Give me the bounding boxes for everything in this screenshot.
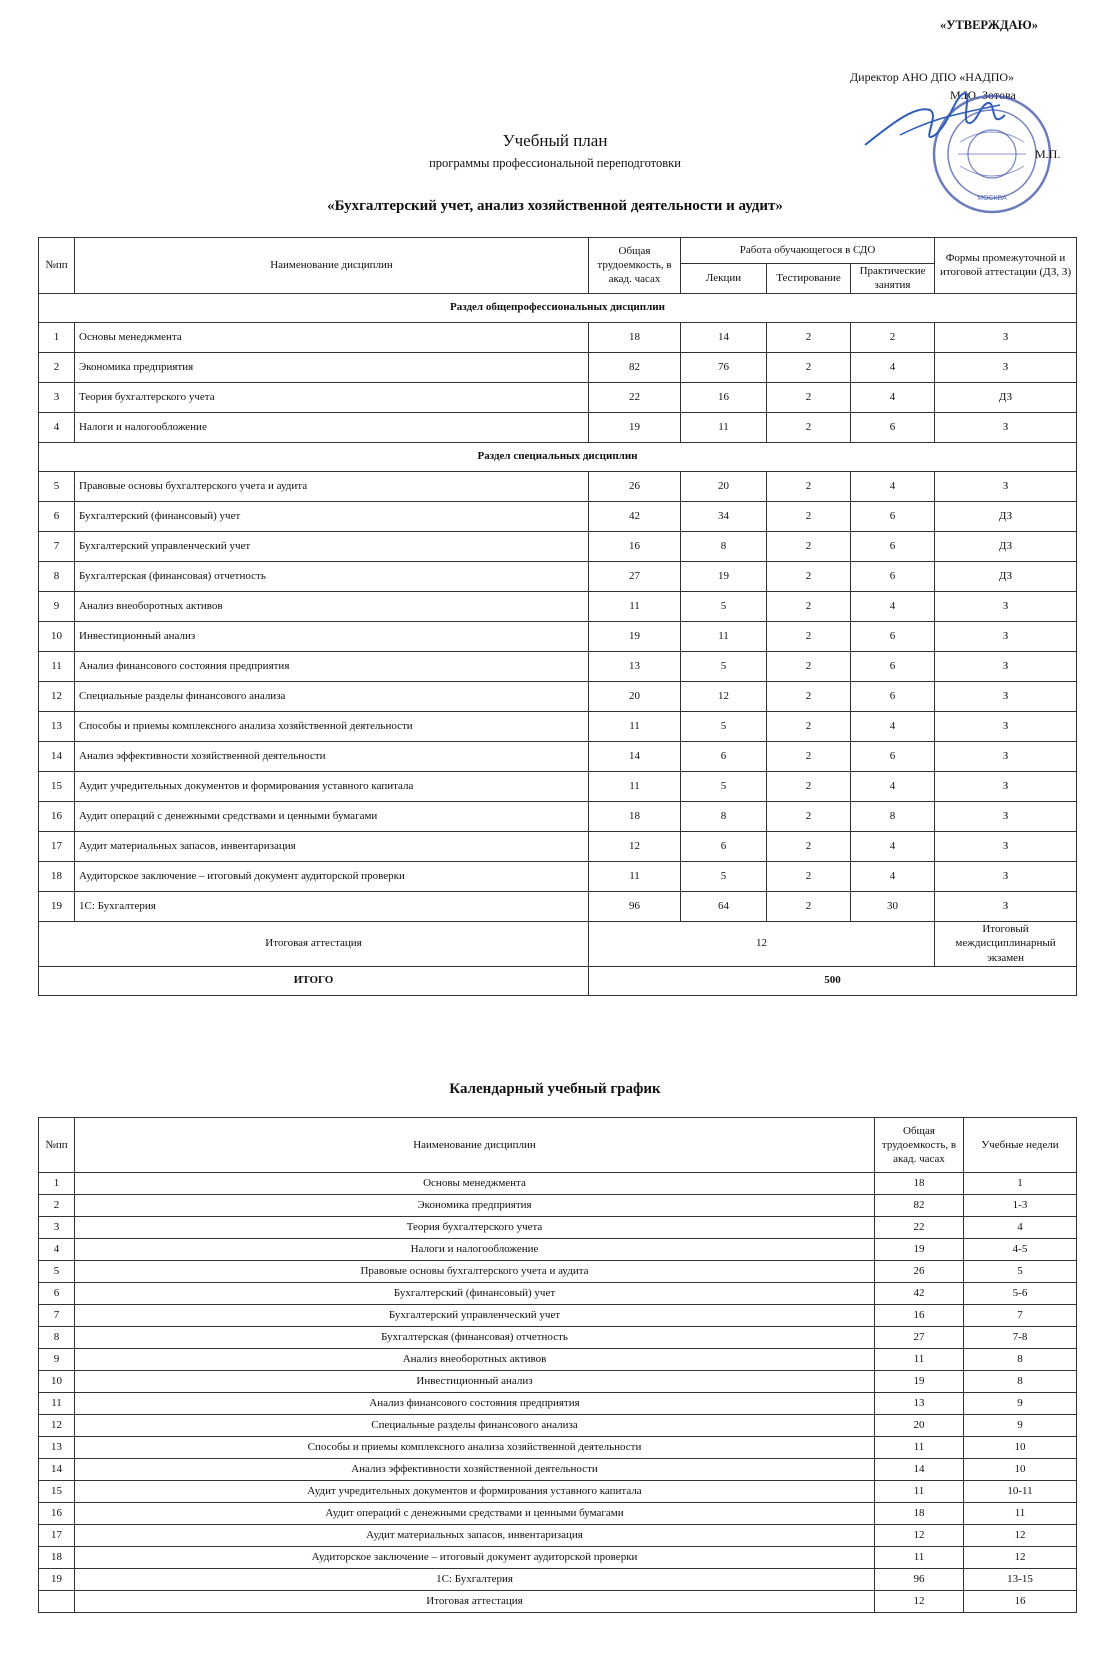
lectures-cell: 11 xyxy=(681,621,767,651)
table-row xyxy=(39,1327,1077,1349)
total-hours-cell: 96 xyxy=(589,891,681,921)
discipline-name: Аудит операций с денежными средствами и ценными бумагами xyxy=(75,1503,875,1525)
row-number: 11 xyxy=(39,651,75,681)
table-row xyxy=(39,382,1077,412)
total-hours-cell: 18 xyxy=(589,322,681,352)
table-row xyxy=(39,1283,1077,1305)
discipline-name: Бухгалтерский (финансовый) учет xyxy=(75,1283,875,1305)
testing-cell: 2 xyxy=(767,412,851,442)
table-row xyxy=(39,1393,1077,1415)
lectures-cell: 5 xyxy=(681,771,767,801)
total-hours-cell: 19 xyxy=(875,1371,964,1393)
row-number: 16 xyxy=(39,1503,75,1525)
table-row xyxy=(39,561,1077,591)
sched-header-num: №пп xyxy=(39,1118,75,1173)
total-hours-cell: 20 xyxy=(589,681,681,711)
testing-cell: 2 xyxy=(767,861,851,891)
program-name: «Бухгалтерский учет, анализ хозяйственной деятельности и аудит» xyxy=(327,198,783,214)
study-weeks-cell: 10 xyxy=(964,1437,1077,1459)
study-weeks-cell: 4-5 xyxy=(964,1239,1077,1261)
total-hours-cell: 22 xyxy=(875,1217,964,1239)
practice-cell: 4 xyxy=(851,471,935,501)
row-number: 17 xyxy=(39,1525,75,1547)
testing-cell: 2 xyxy=(767,471,851,501)
row-number: 2 xyxy=(39,1195,75,1217)
study-weeks-cell: 13-15 xyxy=(964,1569,1077,1591)
practice-cell: 6 xyxy=(851,621,935,651)
attestation-form-cell: З xyxy=(935,711,1077,741)
discipline-name: Итоговая аттестация xyxy=(75,1591,875,1613)
study-weeks-cell: 9 xyxy=(964,1415,1077,1437)
testing-cell: 2 xyxy=(767,621,851,651)
plan-title: Учебный план xyxy=(502,131,608,150)
discipline-name: Основы менеджмента xyxy=(75,322,589,352)
discipline-name: Способы и приемы комплексного анализа хозяйственной деятельности xyxy=(75,1437,875,1459)
table-row xyxy=(39,1525,1077,1547)
discipline-name: Аудит учредительных документов и формирования уставного капитала xyxy=(75,1481,875,1503)
table-row xyxy=(39,591,1077,621)
row-number: 12 xyxy=(39,1415,75,1437)
discipline-name: Аудиторское заключение – итоговый документ аудиторской проверки xyxy=(75,1547,875,1569)
col-header-practice: Практические занятия xyxy=(851,264,935,294)
practice-cell: 6 xyxy=(851,561,935,591)
discipline-name: Аудиторское заключение – итоговый документ аудиторской проверки xyxy=(75,861,589,891)
lectures-cell: 12 xyxy=(681,681,767,711)
total-hours-cell: 19 xyxy=(875,1239,964,1261)
lectures-cell: 5 xyxy=(681,591,767,621)
row-number: 9 xyxy=(39,591,75,621)
row-number: 11 xyxy=(39,1393,75,1415)
discipline-name: Бухгалтерский (финансовый) учет xyxy=(75,501,589,531)
row-number: 18 xyxy=(39,1547,75,1569)
study-weeks-cell: 8 xyxy=(964,1371,1077,1393)
discipline-name: Анализ эффективности хозяйственной деятельности xyxy=(75,741,589,771)
attestation-form-cell: З xyxy=(935,621,1077,651)
schedule-title: Календарный учебный график xyxy=(449,1081,661,1097)
lectures-cell: 20 xyxy=(681,471,767,501)
practice-cell: 4 xyxy=(851,771,935,801)
practice-cell: 6 xyxy=(851,681,935,711)
attestation-form-cell: З xyxy=(935,352,1077,382)
lectures-cell: 11 xyxy=(681,412,767,442)
discipline-name: Анализ внеоборотных активов xyxy=(75,1349,875,1371)
testing-cell: 2 xyxy=(767,711,851,741)
row-number: 4 xyxy=(39,412,75,442)
attestation-form-cell: З xyxy=(935,801,1077,831)
stamp-mark: М.П. xyxy=(1035,147,1061,161)
row-number: 10 xyxy=(39,621,75,651)
total-hours-cell: 14 xyxy=(589,741,681,771)
table-row xyxy=(39,891,1077,921)
practice-cell: 4 xyxy=(851,711,935,741)
row-number: 1 xyxy=(39,322,75,352)
attestation-form-cell: З xyxy=(935,891,1077,921)
practice-cell: 30 xyxy=(851,891,935,921)
col-header-num: №пп xyxy=(39,238,75,294)
total-hours-cell: 11 xyxy=(589,861,681,891)
col-header-lectures: Лекции xyxy=(681,264,767,294)
attestation-form-cell: З xyxy=(935,651,1077,681)
table-row xyxy=(39,1503,1077,1525)
table-row xyxy=(39,1305,1077,1327)
table-row xyxy=(39,801,1077,831)
table-row xyxy=(39,501,1077,531)
table-row xyxy=(39,681,1077,711)
attestation-form-cell: ДЗ xyxy=(935,501,1077,531)
curriculum-table xyxy=(38,237,1077,996)
discipline-name: Правовые основы бухгалтерского учета и аудита xyxy=(75,1261,875,1283)
table-row xyxy=(39,1547,1077,1569)
attestation-form-cell: З xyxy=(935,681,1077,711)
testing-cell: 2 xyxy=(767,501,851,531)
row-number: 8 xyxy=(39,561,75,591)
row-number xyxy=(39,1591,75,1613)
table-row xyxy=(39,861,1077,891)
study-weeks-cell: 1 xyxy=(964,1173,1077,1195)
table-row xyxy=(39,412,1077,442)
row-number: 18 xyxy=(39,861,75,891)
svg-text:МОСКВА: МОСКВА xyxy=(977,195,1007,202)
row-number: 15 xyxy=(39,771,75,801)
table-row xyxy=(39,1437,1077,1459)
total-hours-cell: 18 xyxy=(875,1503,964,1525)
discipline-name: 1С: Бухгалтерия xyxy=(75,891,589,921)
discipline-name: Основы менеджмента xyxy=(75,1173,875,1195)
table-row xyxy=(39,322,1077,352)
practice-cell: 4 xyxy=(851,352,935,382)
total-hours-cell: 11 xyxy=(875,1349,964,1371)
row-number: 12 xyxy=(39,681,75,711)
table-row xyxy=(39,1591,1077,1613)
col-header-forms: Формы промежуточной и итоговой аттестации (ДЗ, З) xyxy=(935,238,1077,294)
row-number: 17 xyxy=(39,831,75,861)
plan-subtitle: программы профессиональной переподготовки xyxy=(429,156,681,170)
discipline-name: Правовые основы бухгалтерского учета и аудита xyxy=(75,471,589,501)
table-row xyxy=(39,1415,1077,1437)
study-weeks-cell: 12 xyxy=(964,1525,1077,1547)
total-hours-cell: 27 xyxy=(875,1327,964,1349)
col-header-total: Общая трудоемкость, в акад. часах xyxy=(589,238,681,294)
director-title: Директор АНО ДПО «НАДПО» xyxy=(850,70,1015,84)
schedule-table xyxy=(38,1117,1077,1613)
row-number: 9 xyxy=(39,1349,75,1371)
study-weeks-cell: 4 xyxy=(964,1217,1077,1239)
total-hours: 500 xyxy=(589,966,1077,995)
row-number: 13 xyxy=(39,711,75,741)
attestation-form-cell: З xyxy=(935,412,1077,442)
total-hours-cell: 42 xyxy=(589,501,681,531)
study-weeks-cell: 1-3 xyxy=(964,1195,1077,1217)
total-hours-cell: 13 xyxy=(589,651,681,681)
lectures-cell: 14 xyxy=(681,322,767,352)
lectures-cell: 34 xyxy=(681,501,767,531)
table-row xyxy=(39,1481,1077,1503)
study-weeks-cell: 5-6 xyxy=(964,1283,1077,1305)
total-hours-cell: 14 xyxy=(875,1459,964,1481)
practice-cell: 6 xyxy=(851,412,935,442)
practice-cell: 4 xyxy=(851,591,935,621)
discipline-name: 1С: Бухгалтерия xyxy=(75,1569,875,1591)
col-header-testing: Тестирование xyxy=(767,264,851,294)
total-hours-cell: 82 xyxy=(875,1195,964,1217)
total-hours-cell: 18 xyxy=(589,801,681,831)
study-weeks-cell: 10-11 xyxy=(964,1481,1077,1503)
practice-cell: 6 xyxy=(851,741,935,771)
total-hours-cell: 19 xyxy=(589,621,681,651)
table-row xyxy=(39,1459,1077,1481)
total-hours-cell: 11 xyxy=(875,1481,964,1503)
attestation-form-cell: ДЗ xyxy=(935,382,1077,412)
discipline-name: Теория бухгалтерского учета xyxy=(75,1217,875,1239)
lectures-cell: 6 xyxy=(681,741,767,771)
row-number: 5 xyxy=(39,471,75,501)
testing-cell: 2 xyxy=(767,561,851,591)
discipline-name: Инвестиционный анализ xyxy=(75,621,589,651)
row-number: 14 xyxy=(39,741,75,771)
table-row xyxy=(39,1173,1077,1195)
attestation-form-cell: З xyxy=(935,861,1077,891)
row-number: 13 xyxy=(39,1437,75,1459)
total-hours-cell: 11 xyxy=(875,1437,964,1459)
row-number: 14 xyxy=(39,1459,75,1481)
sched-header-weeks: Учебные недели xyxy=(964,1118,1077,1173)
total-hours-cell: 12 xyxy=(875,1525,964,1547)
practice-cell: 4 xyxy=(851,382,935,412)
total-hours-cell: 20 xyxy=(875,1415,964,1437)
testing-cell: 2 xyxy=(767,891,851,921)
discipline-name: Налоги и налогообложение xyxy=(75,1239,875,1261)
col-header-name: Наименование дисциплин xyxy=(75,238,589,294)
lectures-cell: 16 xyxy=(681,382,767,412)
sched-header-name: Наименование дисциплин xyxy=(75,1118,875,1173)
total-hours-cell: 18 xyxy=(875,1173,964,1195)
total-label: ИТОГО xyxy=(39,966,589,995)
table-row xyxy=(39,831,1077,861)
row-number: 7 xyxy=(39,1305,75,1327)
table-row xyxy=(39,711,1077,741)
total-hours-cell: 12 xyxy=(589,831,681,861)
practice-cell: 8 xyxy=(851,801,935,831)
table-row xyxy=(39,1195,1077,1217)
discipline-name: Бухгалтерский управленческий учет xyxy=(75,531,589,561)
discipline-name: Аудит материальных запасов, инвентаризация xyxy=(75,831,589,861)
practice-cell: 2 xyxy=(851,322,935,352)
row-number: 15 xyxy=(39,1481,75,1503)
total-hours-cell: 22 xyxy=(589,382,681,412)
row-number: 3 xyxy=(39,382,75,412)
discipline-name: Теория бухгалтерского учета xyxy=(75,382,589,412)
discipline-name: Анализ эффективности хозяйственной деятельности xyxy=(75,1459,875,1481)
total-hours-cell: 12 xyxy=(875,1591,964,1613)
study-weeks-cell: 7 xyxy=(964,1305,1077,1327)
col-header-sdo: Работа обучающегося в СДО xyxy=(681,238,935,264)
lectures-cell: 5 xyxy=(681,711,767,741)
table-row xyxy=(39,531,1077,561)
table-row xyxy=(39,621,1077,651)
row-number: 3 xyxy=(39,1217,75,1239)
lectures-cell: 64 xyxy=(681,891,767,921)
table-row xyxy=(39,741,1077,771)
discipline-name: Бухгалтерская (финансовая) отчетность xyxy=(75,561,589,591)
table-row xyxy=(39,1569,1077,1591)
lectures-cell: 8 xyxy=(681,801,767,831)
discipline-name: Экономика предприятия xyxy=(75,352,589,382)
discipline-name: Анализ финансового состояния предприятия xyxy=(75,1393,875,1415)
discipline-name: Аудит материальных запасов, инвентаризация xyxy=(75,1525,875,1547)
study-weeks-cell: 8 xyxy=(964,1349,1077,1371)
testing-cell: 2 xyxy=(767,352,851,382)
study-weeks-cell: 12 xyxy=(964,1547,1077,1569)
lectures-cell: 5 xyxy=(681,651,767,681)
lectures-cell: 76 xyxy=(681,352,767,382)
row-number: 2 xyxy=(39,352,75,382)
testing-cell: 2 xyxy=(767,771,851,801)
row-number: 19 xyxy=(39,1569,75,1591)
attestation-form-cell: З xyxy=(935,471,1077,501)
row-number: 16 xyxy=(39,801,75,831)
discipline-name: Специальные разделы финансового анализа xyxy=(75,681,589,711)
lectures-cell: 5 xyxy=(681,861,767,891)
total-hours-cell: 11 xyxy=(589,771,681,801)
row-number: 6 xyxy=(39,501,75,531)
table-row xyxy=(39,651,1077,681)
director-name: М.Ю. Зотова xyxy=(950,88,1016,102)
discipline-name: Способы и приемы комплексного анализа хозяйственной деятельности xyxy=(75,711,589,741)
approval-heading: «УТВЕРЖДАЮ» xyxy=(940,18,1038,32)
attestation-form-cell: З xyxy=(935,831,1077,861)
study-weeks-cell: 16 xyxy=(964,1591,1077,1613)
testing-cell: 2 xyxy=(767,651,851,681)
section-special: Раздел специальных дисциплин xyxy=(39,442,1077,471)
testing-cell: 2 xyxy=(767,681,851,711)
total-hours-cell: 16 xyxy=(589,531,681,561)
study-weeks-cell: 5 xyxy=(964,1261,1077,1283)
row-number: 4 xyxy=(39,1239,75,1261)
testing-cell: 2 xyxy=(767,801,851,831)
attestation-form-cell: З xyxy=(935,771,1077,801)
row-number: 5 xyxy=(39,1261,75,1283)
testing-cell: 2 xyxy=(767,322,851,352)
discipline-name: Налоги и налогообложение xyxy=(75,412,589,442)
lectures-cell: 19 xyxy=(681,561,767,591)
practice-cell: 4 xyxy=(851,861,935,891)
attestation-form-cell: З xyxy=(935,322,1077,352)
practice-cell: 6 xyxy=(851,651,935,681)
testing-cell: 2 xyxy=(767,831,851,861)
total-hours-cell: 11 xyxy=(875,1547,964,1569)
discipline-name: Бухгалтерская (финансовая) отчетность xyxy=(75,1327,875,1349)
testing-cell: 2 xyxy=(767,741,851,771)
discipline-name: Аудит операций с денежными средствами и ценными бумагами xyxy=(75,801,589,831)
final-attestation-label: Итоговая аттестация xyxy=(39,921,589,966)
table-row xyxy=(39,1371,1077,1393)
total-hours-cell: 11 xyxy=(589,711,681,741)
final-attestation-form: Итоговый междисциплинарный экзамен xyxy=(935,921,1077,966)
row-number: 6 xyxy=(39,1283,75,1305)
total-hours-cell: 26 xyxy=(875,1261,964,1283)
discipline-name: Инвестиционный анализ xyxy=(75,1371,875,1393)
testing-cell: 2 xyxy=(767,531,851,561)
total-hours-cell: 11 xyxy=(589,591,681,621)
table-row xyxy=(39,1349,1077,1371)
total-hours-cell: 42 xyxy=(875,1283,964,1305)
study-weeks-cell: 10 xyxy=(964,1459,1077,1481)
total-hours-cell: 26 xyxy=(589,471,681,501)
table-row xyxy=(39,1217,1077,1239)
attestation-form-cell: ДЗ xyxy=(935,561,1077,591)
practice-cell: 6 xyxy=(851,531,935,561)
discipline-name: Анализ финансового состояния предприятия xyxy=(75,651,589,681)
lectures-cell: 6 xyxy=(681,831,767,861)
total-hours-cell: 96 xyxy=(875,1569,964,1591)
total-hours-cell: 19 xyxy=(589,412,681,442)
discipline-name: Анализ внеоборотных активов xyxy=(75,591,589,621)
total-hours-cell: 16 xyxy=(875,1305,964,1327)
discipline-name: Экономика предприятия xyxy=(75,1195,875,1217)
attestation-form-cell: З xyxy=(935,741,1077,771)
table-row xyxy=(39,771,1077,801)
total-hours-cell: 13 xyxy=(875,1393,964,1415)
sched-header-total: Общая трудоемкость, в акад. часах xyxy=(875,1118,964,1173)
attestation-form-cell: З xyxy=(935,591,1077,621)
table-row xyxy=(39,1239,1077,1261)
discipline-name: Бухгалтерский управленческий учет xyxy=(75,1305,875,1327)
section-general: Раздел общепрофессиональных дисциплин xyxy=(39,293,1077,322)
study-weeks-cell: 9 xyxy=(964,1393,1077,1415)
row-number: 8 xyxy=(39,1327,75,1349)
lectures-cell: 8 xyxy=(681,531,767,561)
attestation-form-cell: ДЗ xyxy=(935,531,1077,561)
row-number: 7 xyxy=(39,531,75,561)
final-attestation-hours: 12 xyxy=(589,921,935,966)
total-hours-cell: 27 xyxy=(589,561,681,591)
testing-cell: 2 xyxy=(767,382,851,412)
study-weeks-cell: 7-8 xyxy=(964,1327,1077,1349)
discipline-name: Специальные разделы финансового анализа xyxy=(75,1415,875,1437)
practice-cell: 6 xyxy=(851,501,935,531)
row-number: 19 xyxy=(39,891,75,921)
testing-cell: 2 xyxy=(767,591,851,621)
row-number: 1 xyxy=(39,1173,75,1195)
discipline-name: Аудит учредительных документов и формирования уставного капитала xyxy=(75,771,589,801)
total-hours-cell: 82 xyxy=(589,352,681,382)
row-number: 10 xyxy=(39,1371,75,1393)
study-weeks-cell: 11 xyxy=(964,1503,1077,1525)
table-row xyxy=(39,1261,1077,1283)
practice-cell: 4 xyxy=(851,831,935,861)
table-row xyxy=(39,471,1077,501)
table-row xyxy=(39,352,1077,382)
